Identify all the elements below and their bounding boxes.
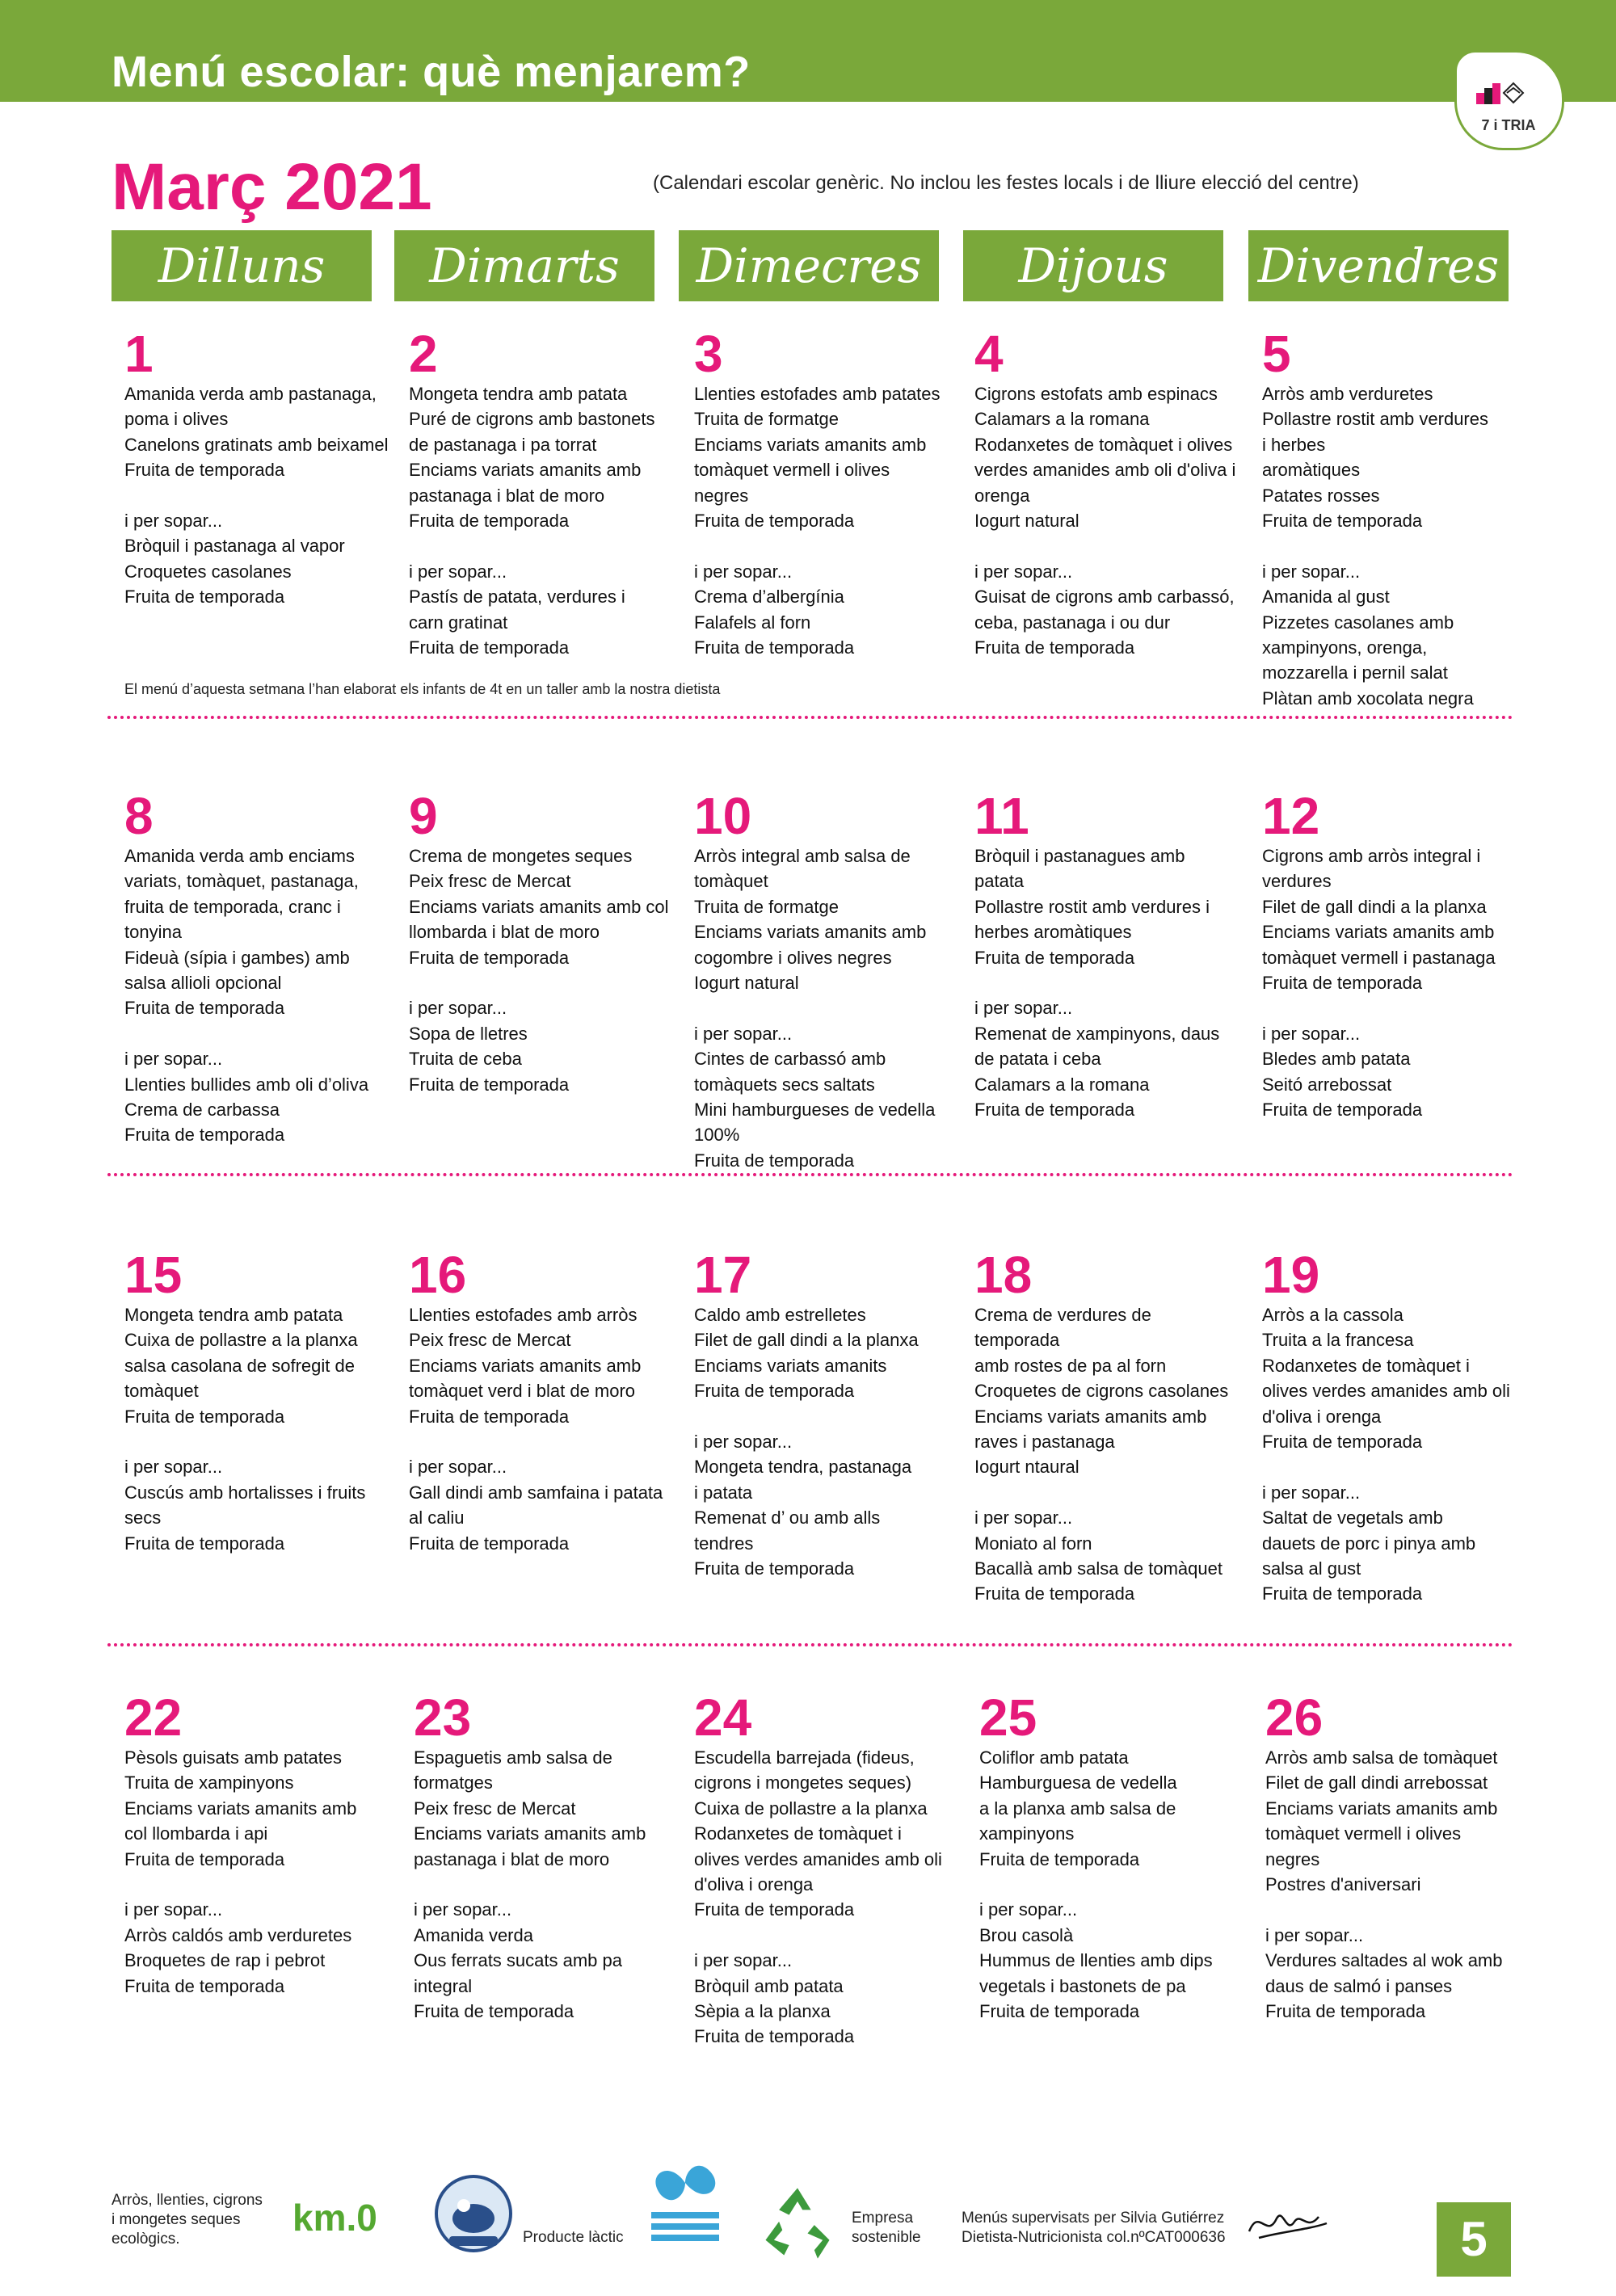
week-separator [107,1173,1513,1176]
day-cell [1262,787,1529,1122]
day-number: 11 [974,787,1029,845]
day-cell [694,1246,961,1581]
page-number: 5 [1437,2202,1511,2277]
week-separator [107,716,1513,719]
day-cell [694,787,961,1173]
day-menu: Pèsols guisats amb patates Truita de xampinyons Enciams variats amanits amb col llombarda i api Fruita de temporada i per sopar... Arròs caldós amb verduretes Broquetes de rap i pebrot Fruita de temporada [124,1747,357,1996]
km0-logo: km.0 [292,2197,377,2239]
day-menu: Amanida verda amb pastanaga, poma i olives Canelons gratinats amb beixamel Fruita de temporada i per sopar... Bròquil i pastanaga al vapor Croquetes casolanes Fruita de temporada [124,384,389,608]
logo-squares-icon [1476,77,1525,109]
day-menu: Espaguetis amb salsa de formatges Peix fresc de Mercat Enciams variats amanits amb pastanaga i blat de moro i per sopar... Amanida verda Ous ferrats sucats amb pa integral Fruita de temporada [414,1747,646,2022]
day-number: 23 [414,1688,472,1747]
month-title: Març 2021 [112,150,432,224]
day-menu: Cigrons amb arròs integral i verdures Filet de gall dindi a la planxa Enciams variats amanits amb tomàquet vermell i pastanaga Fruita de temporada i per sopar... Bledes amb patata Seitó arrebossat Fruita de temporada [1262,846,1496,1121]
day-cell [694,325,961,660]
day-menu: Mongeta tendra amb patata Puré de cigrons amb bastonets de pastanaga i pa torrat Enciams variats amanits amb pastanaga i blat de moro Fruita de temporada i per sopar... Pastís de patata, verdures i carn gratinat Fruita de temporada [409,384,655,658]
day-number: 12 [1262,787,1320,845]
day-menu: Caldo amb estrelletes Filet de gall dindi a la planxa Enciams variats amanits Fruita de temporada i per sopar... Mongeta tendra, pastanaga i patata Remenat d’ ou amb alls tendres Fruita de temporada [694,1305,919,1579]
day-cell [124,787,391,1148]
day-number: 8 [124,787,154,845]
weekday-header-wednesday: Dimecres [679,230,939,301]
day-cell [414,1688,680,2024]
day-cell [694,1688,961,2050]
day-cell [1262,1246,1529,1607]
supervision-note: Menús supervisats per Silvia Gutiérrez Dietista-Nutricionista col.nºCAT000636 [962,2210,1226,2246]
day-number: 17 [694,1246,752,1304]
day-menu: Crema de verdures de temporada amb rostes de pa al forn Croquetes de cigrons casolanes Enciams variats amanits amb raves i pastanaga Iogurt ntaural i per sopar... Moniato al forn Bacallà amb salsa de tomàquet Fruita de temporada [974,1305,1229,1604]
day-number: 26 [1265,1688,1324,1747]
dairy-label: Producte làctic [523,2229,624,2246]
day-menu: Escudella barrejada (fideus, cigrons i mongetes seques) Cuixa de pollastre a la planxa Rodanxetes de tomàquet i olives verdes amanides amb oli d'oliva i orenga Fruita de temporada i per sopar... Bròquil amb patata Sèpia a la planxa Fruita de temporada [694,1747,942,2047]
sustainable-label: Empresa sostenible [852,2210,921,2246]
day-number: 1 [124,325,154,383]
day-number: 2 [409,325,438,383]
day-number: 15 [124,1246,183,1304]
week-separator [107,1643,1513,1646]
calendar-note: (Calendari escolar genèric. No inclou les festes locals i de lliure elecció del centre) [653,172,1359,194]
brand-logo [1454,50,1564,150]
weekday-header-thursday: Dijous [963,230,1223,301]
week-note: El menú d’aquesta setmana l’han elaborat els infants de 4t en un taller amb la nostra dietista [124,681,721,697]
day-cell [974,1246,1241,1607]
business-social-value-logo-icon [643,2159,727,2256]
day-cell [124,325,391,610]
day-number: 10 [694,787,752,845]
weekday-header-monday: Dilluns [112,230,372,301]
day-cell [974,325,1241,660]
weekday-header-tuesday: Dimarts [394,230,654,301]
day-number: 5 [1262,325,1291,383]
day-menu: Llenties estofades amb patates Truita de formatge Enciams variats amanits amb tomàquet vermell i olives negres Fruita de temporada i per sopar... Crema d’albergínia Falafels al forn Fruita de temporada [694,384,941,658]
day-menu: Arròs amb salsa de tomàquet Filet de gall dindi arrebossat Enciams variats amanits amb tomàquet vermell i olives negres Postres d'aniversari i per sopar... Verdures saltades al wok amb daus de salmó i panses Fruita de temporada [1265,1747,1503,2022]
day-menu: Cigrons estofats amb espinacs Calamars a la romana Rodanxetes de tomàquet i olives verdes amanides amb oli d'oliva i orenga Iogurt natural i per sopar... Guisat de cigrons amb carbassó, ceba, pastanaga i ou dur Fruita de temporada [974,384,1236,658]
day-number: 4 [974,325,1004,383]
signature-icon [1243,2199,1332,2248]
day-menu: Crema de mongetes seques Peix fresc de Mercat Enciams variats amanits amb col llombarda i blat de moro Fruita de temporada i per sopar... Sopa de lletres Truita de ceba Fruita de temporada [409,846,669,1095]
day-number: 25 [979,1688,1037,1747]
day-menu: Mongeta tendra amb patata Cuixa de pollastre a la planxa salsa casolana de sofregit de tomàquet Fruita de temporada i per sopar... Cuscús amb hortalisses i fruits secs Fruita de temporada [124,1305,366,1554]
day-number: 18 [974,1246,1033,1304]
logo-label: 7 i TRIA [1481,117,1536,133]
day-number: 3 [694,325,723,383]
day-menu: Bròquil i pastanagues amb patata Pollastre rostit amb verdures i herbes aromàtiques Fruita de temporada i per sopar... Remenat de xampinyons, daus de patata i ceba Calamars a la romana Fruita de temporada [974,846,1220,1121]
day-cell [124,1688,391,1999]
day-number: 22 [124,1688,183,1747]
day-cell [1265,1688,1532,2024]
day-cell [409,1246,675,1556]
day-menu: Coliflor amb patata Hamburguesa de vedella a la planxa amb salsa de xampinyons Fruita de temporada i per sopar... Brou casolà Hummus de llenties amb dips vegetals i bastonets de pa Fruita de temporada [979,1747,1213,2022]
day-cell [409,787,675,1097]
day-cell [409,325,675,660]
weekday-header-friday: Divendres [1248,230,1509,301]
day-cell [974,787,1241,1122]
day-menu: Arròs integral amb salsa de tomàquet Truita de formatge Enciams variats amanits amb cogombre i olives negres Iogurt natural i per sopar... Cintes de carbassó amb tomàquets secs saltats Mini hamburgueses de vedella 100% Fruita de temporada [694,846,936,1171]
day-menu: Amanida verda amb enciams variats, tomàquet, pastanaga, fruita de temporada, cranc i tonyina Fideuà (sípia i gambes) amb salsa allioli opcional Fruita de temporada i per sopar... Llenties bullides amb oli d’oliva Crema de carbassa Fruita de temporada [124,846,369,1146]
recycle-icon [754,2181,841,2265]
day-menu: Arròs a la cassola Truita a la francesa Rodanxetes de tomàquet i olives verdes amanides amb oli d'oliva i orenga Fruita de temporada i per sopar... Saltat de vegetals amb dauets de porc i pinya amb salsa al gust Fruita de temporada [1262,1305,1510,1604]
dairy-brand-logo-icon [432,2173,515,2254]
day-number: 19 [1262,1246,1320,1304]
day-number: 16 [409,1246,467,1304]
eco-note: Arròs, llenties, cigrons i mongetes seques ecològics. [112,2192,263,2248]
day-cell [124,1246,391,1556]
day-cell [1262,325,1529,711]
day-menu: Arròs amb verduretes Pollastre rostit amb verdures i herbes aromàtiques Patates rosses Fruita de temporada i per sopar... Amanida al gust Pizzetes casolanes amb xampinyons, orenga, mozzarella i pernil salat Plàtan amb xocolata negra [1262,384,1488,709]
day-cell [979,1688,1246,2024]
day-number: 9 [409,787,438,845]
day-menu: Llenties estofades amb arròs Peix fresc de Mercat Enciams variats amanits amb tomàquet verd i blat de moro Fruita de temporada i per sopar... Gall dindi amb samfaina i patata al caliu Fruita de temporada [409,1305,663,1554]
page-title: Menú escolar: què menjarem? [112,48,751,96]
day-number: 24 [694,1688,752,1747]
